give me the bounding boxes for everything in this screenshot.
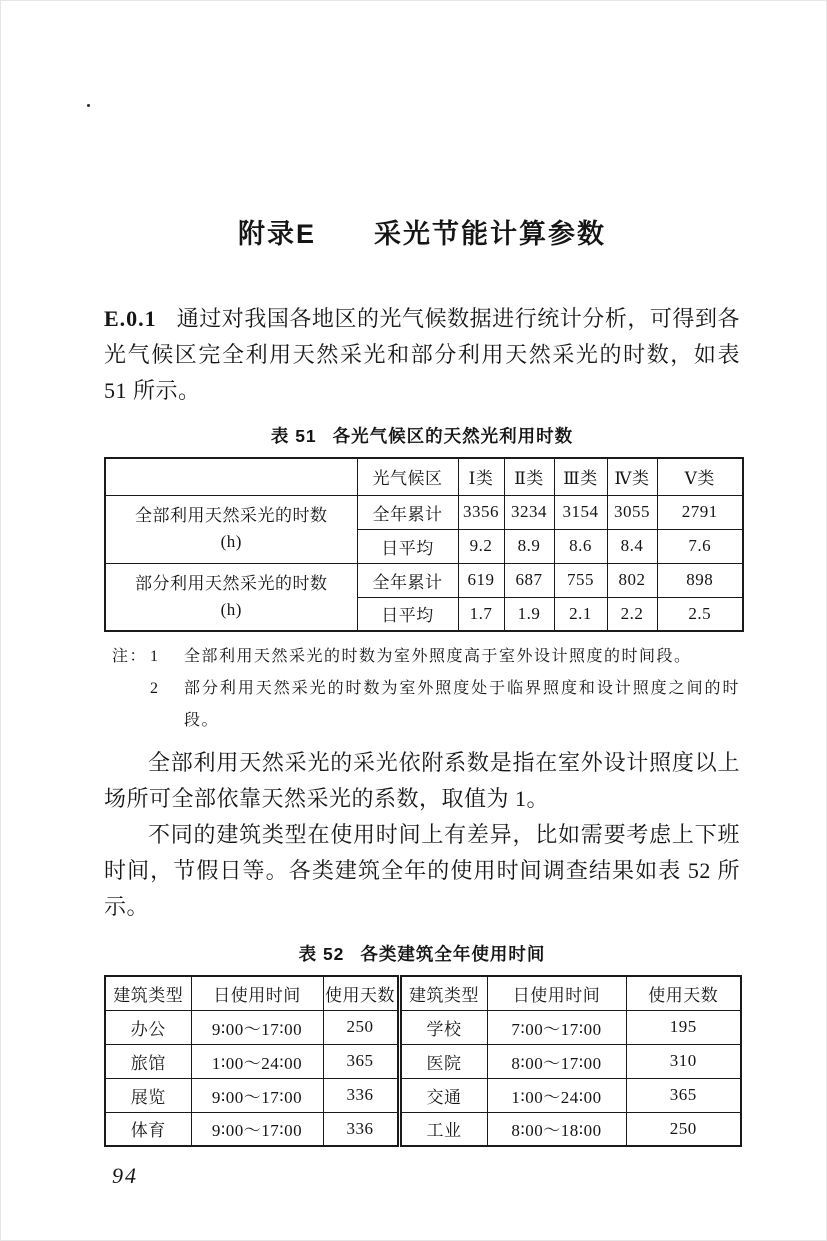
building-type-cell: 工业 <box>399 1112 487 1146</box>
header-cell-class4: Ⅳ类 <box>607 458 657 495</box>
header-cell-daily-hours: 日使用时间 <box>191 976 323 1010</box>
note-text: 部分利用天然采光的时数为室外照度处于临界照度和设计照度之间的时段。 <box>184 680 740 729</box>
value-cell: 8.9 <box>504 529 554 563</box>
daily-hours-cell: 8∶00～17∶00 <box>487 1044 626 1078</box>
value-cell: 3356 <box>458 495 504 529</box>
paragraph-coefficient: 全部利用天然采光的采光依附系数是指在室外设计照度以上场所可全部依靠天然采光的系数，取值为 1。 <box>104 750 740 811</box>
days-cell: 250 <box>323 1010 399 1044</box>
row-label-text: 全部利用天然采光的时数 <box>135 506 328 525</box>
value-cell: 1.7 <box>458 597 504 631</box>
days-cell: 365 <box>626 1078 741 1112</box>
daily-hours-cell: 9∶00～17∶00 <box>191 1112 323 1146</box>
table-52 <box>104 975 742 1147</box>
header-cell-empty <box>105 458 357 495</box>
building-type-cell: 旅馆 <box>105 1044 191 1078</box>
value-cell: 8.6 <box>554 529 607 563</box>
value-cell: 898 <box>657 563 743 597</box>
value-cell: 802 <box>607 563 657 597</box>
note-1 <box>104 641 740 673</box>
clause-e01-paragraph <box>104 301 740 409</box>
header-cell-class3: Ⅲ类 <box>554 458 607 495</box>
value-cell: 687 <box>504 563 554 597</box>
daily-hours-cell: 9∶00～17∶00 <box>191 1010 323 1044</box>
daily-hours-cell: 8∶00～18∶00 <box>487 1112 626 1146</box>
days-cell: 336 <box>323 1112 399 1146</box>
clause-number: E.0.1 <box>104 306 157 331</box>
value-cell: 8.4 <box>607 529 657 563</box>
building-type-cell: 体育 <box>105 1112 191 1146</box>
note-number: 1 <box>150 648 160 665</box>
row-label-unit: (h) <box>220 599 242 619</box>
clause-text: 通过对我国各地区的光气候数据进行统计分析，可得到各光气候区完全利用天然采光和部分利用天然采光的时数，如表 51 所示。 <box>104 306 740 403</box>
building-type-cell: 医院 <box>399 1044 487 1078</box>
daily-hours-cell: 9∶00～17∶00 <box>191 1078 323 1112</box>
metric-cell: 日平均 <box>357 529 458 563</box>
header-cell-zone: 光气候区 <box>357 458 458 495</box>
daily-hours-cell: 1∶00～24∶00 <box>487 1078 626 1112</box>
building-type-cell: 交通 <box>399 1078 487 1112</box>
table51-caption-title: 各光气候区的天然光利用时数 <box>332 426 574 446</box>
header-cell-building-type: 建筑类型 <box>105 976 191 1010</box>
header-cell-daily-hours: 日使用时间 <box>487 976 626 1010</box>
daily-hours-cell: 1∶00～24∶00 <box>191 1044 323 1078</box>
value-cell: 3154 <box>554 495 607 529</box>
table-row <box>105 563 743 597</box>
header-cell-class1: Ⅰ类 <box>458 458 504 495</box>
building-type-cell: 学校 <box>399 1010 487 1044</box>
value-cell: 2.5 <box>657 597 743 631</box>
row-label-cell <box>105 495 357 563</box>
building-type-cell: 展览 <box>105 1078 191 1112</box>
table52-caption-label: 表 52 <box>298 944 345 964</box>
table-row <box>105 1112 741 1146</box>
metric-cell: 日平均 <box>357 597 458 631</box>
table51-notes <box>104 641 740 737</box>
table51-header-row <box>105 458 743 495</box>
page-content <box>104 0 740 1189</box>
appendix-title: 附录E 采光节能计算参数 <box>237 219 606 249</box>
value-cell: 2.2 <box>607 597 657 631</box>
metric-cell: 全年累计 <box>357 495 458 529</box>
value-cell: 9.2 <box>458 529 504 563</box>
table51-caption <box>104 423 740 448</box>
header-cell-building-type: 建筑类型 <box>399 976 487 1010</box>
ink-speck <box>87 104 90 107</box>
table-row <box>105 1078 741 1112</box>
value-cell: 1.9 <box>504 597 554 631</box>
table52-caption <box>104 941 740 966</box>
days-cell: 336 <box>323 1078 399 1112</box>
value-cell: 2.1 <box>554 597 607 631</box>
table51-caption-label: 表 51 <box>270 426 317 446</box>
days-cell: 195 <box>626 1010 741 1044</box>
daily-hours-cell: 7∶00～17∶00 <box>487 1010 626 1044</box>
value-cell: 7.6 <box>657 529 743 563</box>
value-cell: 619 <box>458 563 504 597</box>
row-label-unit: (h) <box>220 532 242 551</box>
building-type-cell: 办公 <box>105 1010 191 1044</box>
table52-header-row <box>105 976 741 1010</box>
note-2 <box>104 673 740 737</box>
row-label-text: 部分利用天然采光的时数 <box>135 573 328 593</box>
row-label-cell <box>105 563 357 631</box>
days-cell: 250 <box>626 1112 741 1146</box>
paragraph-usage-time: 不同的建筑类型在使用时间上有差异，比如需要考虑上下班时间，节假日等。各类建筑全年的使用时间调查结果如表 52 所示。 <box>104 822 740 919</box>
table-row <box>105 1010 741 1044</box>
header-cell-days: 使用天数 <box>626 976 741 1010</box>
value-cell: 3055 <box>607 495 657 529</box>
value-cell: 3234 <box>504 495 554 529</box>
days-cell: 310 <box>626 1044 741 1078</box>
table52-caption-title: 各类建筑全年使用时间 <box>360 944 546 964</box>
note-prefix: 注： <box>112 648 148 665</box>
header-cell-class5: Ⅴ类 <box>657 458 743 495</box>
value-cell: 2791 <box>657 495 743 529</box>
header-cell-days: 使用天数 <box>323 976 399 1010</box>
header-cell-class2: Ⅱ类 <box>504 458 554 495</box>
note-text: 全部利用天然采光的时数为室外照度高于室外设计照度的时间段。 <box>184 648 692 665</box>
page-number: 94 <box>112 1163 138 1188</box>
table-row <box>105 1044 741 1078</box>
table-51 <box>104 457 744 632</box>
value-cell: 755 <box>554 563 607 597</box>
table-row <box>105 495 743 529</box>
note-number: 2 <box>150 680 160 697</box>
days-cell: 365 <box>323 1044 399 1078</box>
metric-cell: 全年累计 <box>357 563 458 597</box>
